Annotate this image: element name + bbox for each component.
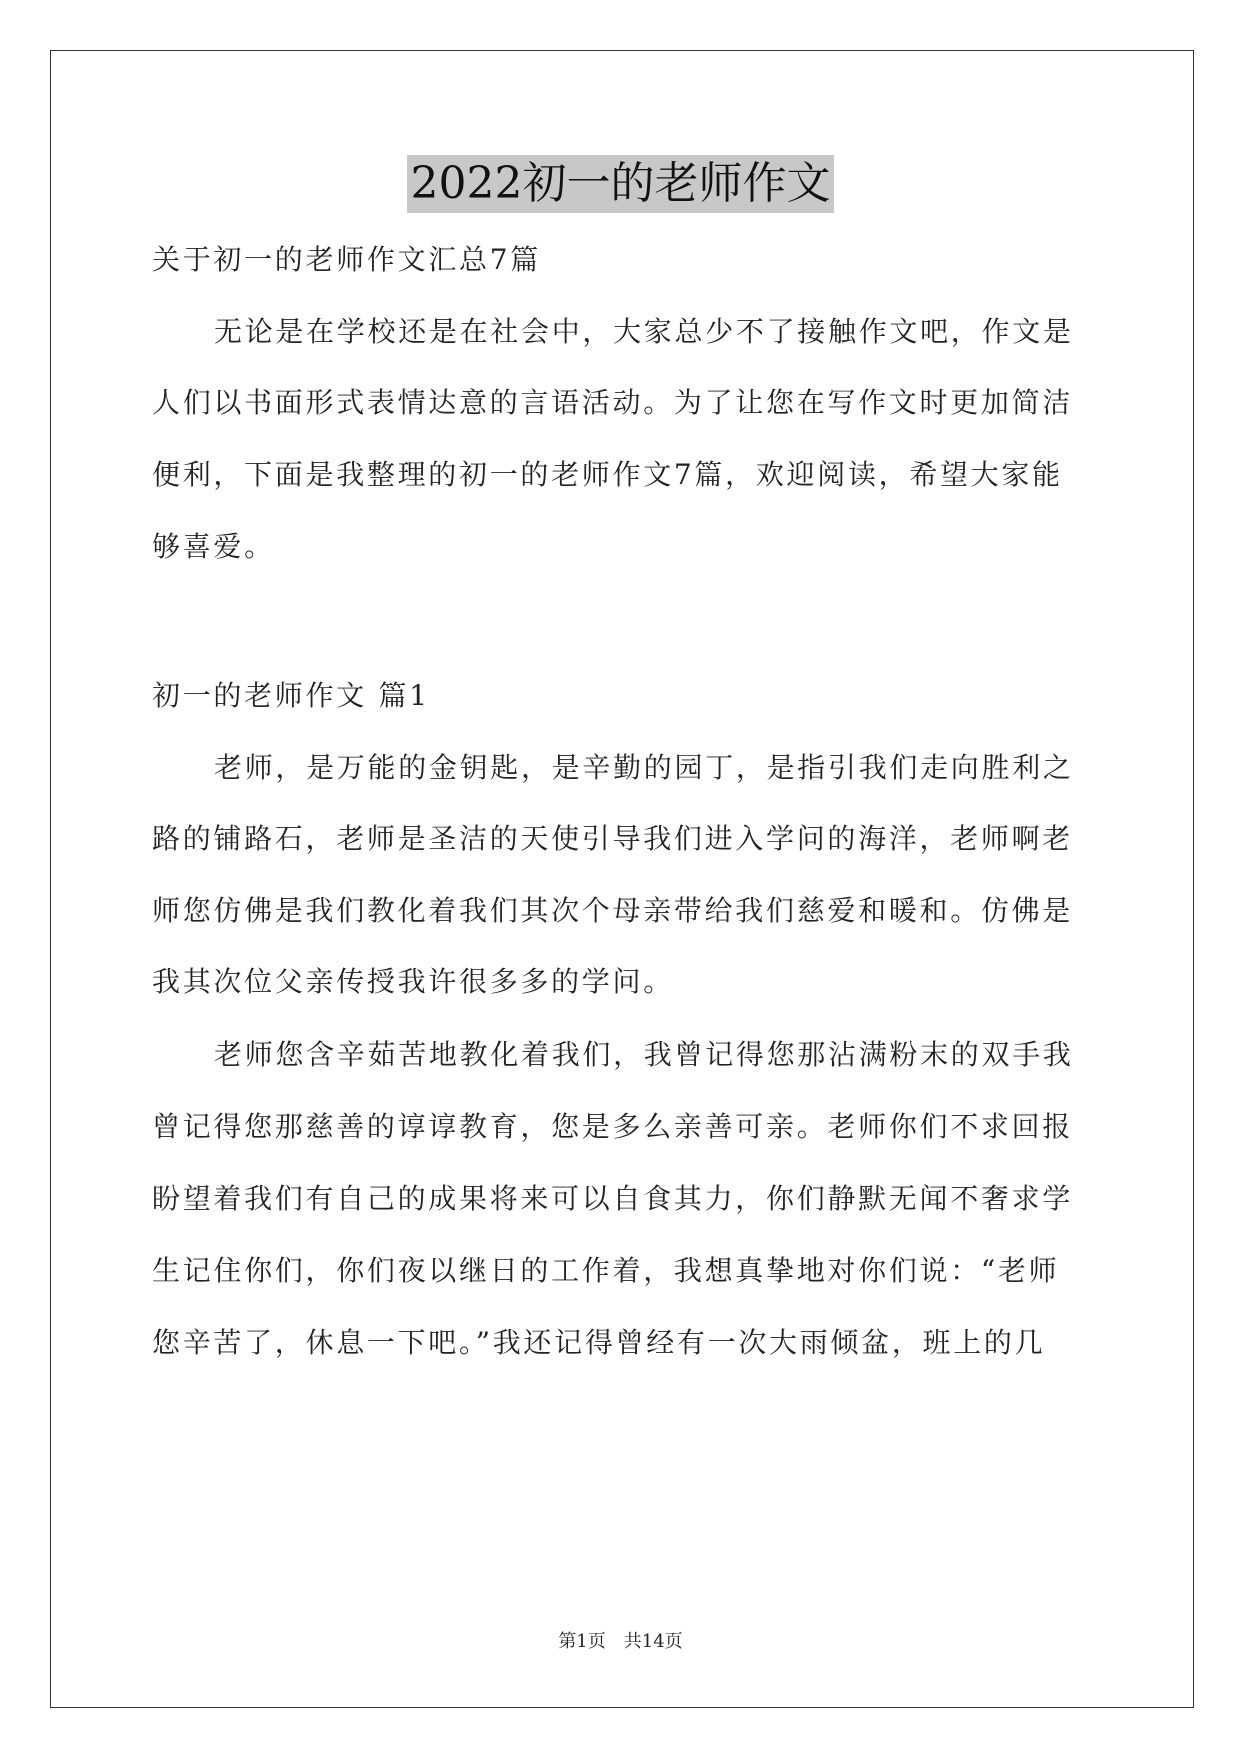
intro-line: 人们以书面形式表情达意的言语活动。为了让您在写作文时更加简洁 [152, 386, 1074, 419]
paragraph-line: 老师，是万能的金钥匙，是辛勤的园丁，是指引我们走向胜利之 [214, 751, 1074, 784]
page-border [50, 50, 1194, 1708]
paragraph-line: 师您仿佛是我们教化着我们其次个母亲带给我们慈爱和暖和。仿佛是 [152, 894, 1074, 927]
document-subtitle: 关于初一的老师作文汇总7篇 [152, 243, 541, 276]
page-footer: 第1页 共14页 [558, 1631, 683, 1652]
paragraph-line: 路的铺路石，老师是圣洁的天使引导我们进入学问的海洋，老师啊老 [152, 822, 1074, 855]
paragraph-line: 曾记得您那慈善的谆谆教育，您是多么亲善可亲。老师你们不求回报 [152, 1110, 1074, 1143]
document-title: 2022初一的老师作文 [407, 155, 835, 213]
paragraph-line: 生记住你们，你们夜以继日的工作着，我想真挚地对你们说：“老师 [152, 1254, 1060, 1287]
intro-line: 无论是在学校还是在社会中，大家总少不了接触作文吧，作文是 [214, 315, 1074, 348]
intro-line: 便利，下面是我整理的初一的老师作文7篇，欢迎阅读，希望大家能 [152, 458, 1063, 491]
paragraph-line: 我其次位父亲传授我许很多多的学问。 [152, 965, 674, 998]
paragraph-line: 老师您含辛茹苦地教化着我们，我曾记得您那沾满粉末的双手我 [214, 1038, 1074, 1071]
title-container [0, 155, 1241, 213]
paragraph-line: 盼望着我们有自己的成果将来可以自食其力，你们静默无闻不奢求学 [152, 1182, 1074, 1215]
section-heading: 初一的老师作文 篇1 [152, 679, 430, 712]
intro-line: 够喜爱。 [152, 530, 275, 563]
paragraph-line: 您辛苦了，休息一下吧。”我还记得曾经有一次大雨倾盆，班上的几 [152, 1326, 1046, 1359]
